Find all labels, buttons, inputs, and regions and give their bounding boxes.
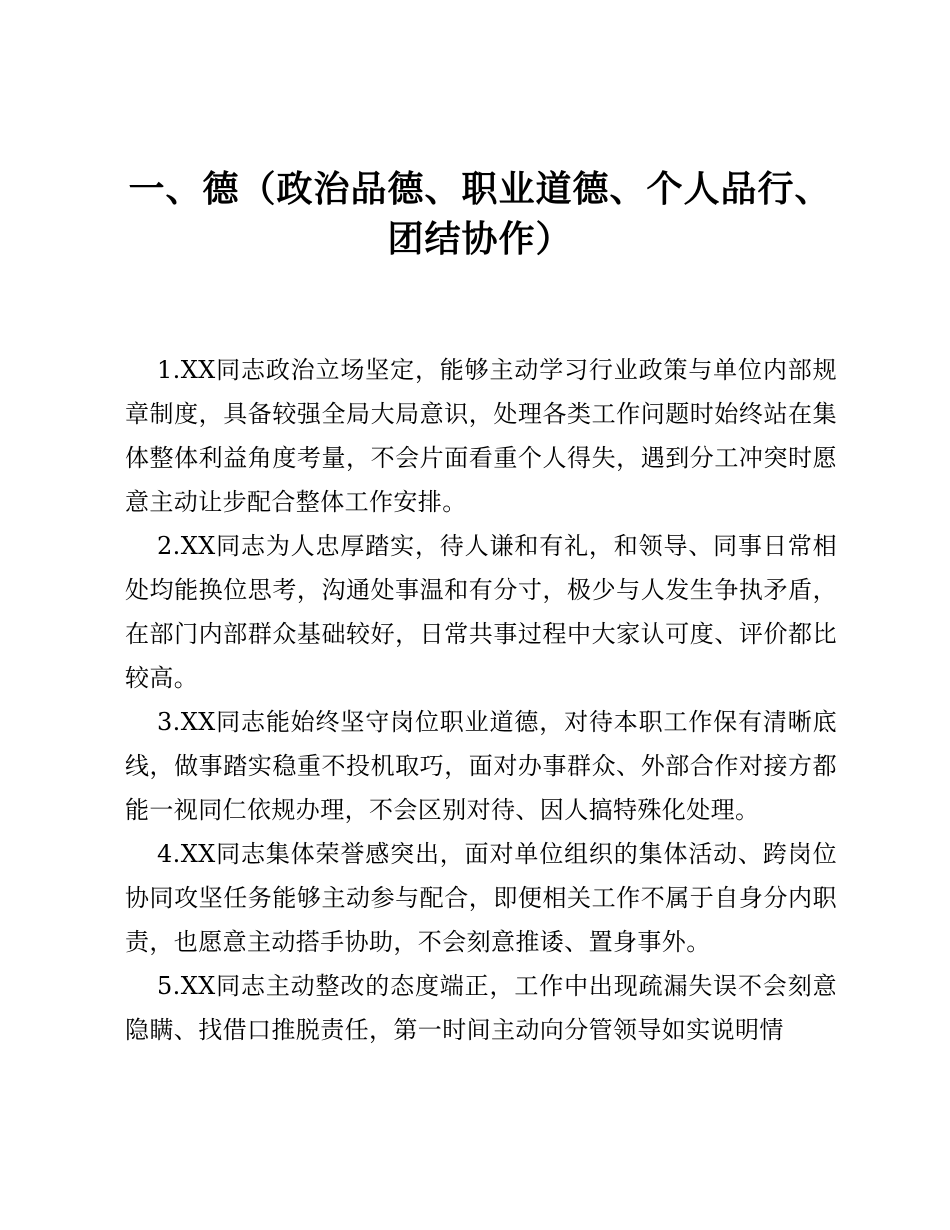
paragraph-5: 5.XX同志主动整改的态度端正，工作中出现疏漏失误不会刻意隐瞒、找借口推脱责任，第一时间主动向分管领导如实说明情 <box>125 972 837 1044</box>
paragraph-4: 4.XX同志集体荣誉感突出，面对单位组织的集体活动、跨岗位协同攻坚任务能够主动参与配合，即便相关工作不属于自身分内职责，也愿意主动搭手协助，不会刻意推诿、置身事外。 <box>125 840 837 956</box>
paragraph-2: 2.XX同志为人忠厚踏实，待人谦和有礼，和领导、同事日常相处均能换位思考，沟通处事温和有分寸，极少与人发生争执矛盾，在部门内部群众基础较好，日常共事过程中大家认可度、评价都比较高。 <box>125 532 837 692</box>
paragraph-1: 1.XX同志政治立场坚定，能够主动学习行业政策与单位内部规章制度，具备较强全局大局意识，处理各类工作问题时始终站在集体整体利益角度考量，不会片面看重个人得失，遇到分工冲突时愿意主动让步配合整体工作安排。 <box>125 356 837 516</box>
section-title: 一、德（政治品德、职业道德、个人品行、团结协作） <box>128 169 832 260</box>
paragraph-3: 3.XX同志能始终坚守岗位职业道德，对待本职工作保有清晰底线，做事踏实稳重不投机取巧，面对办事群众、外部合作对接方都能一视同仁依规办理，不会区别对待、因人搞特殊化处理。 <box>125 708 837 824</box>
document-body <box>125 348 837 1052</box>
